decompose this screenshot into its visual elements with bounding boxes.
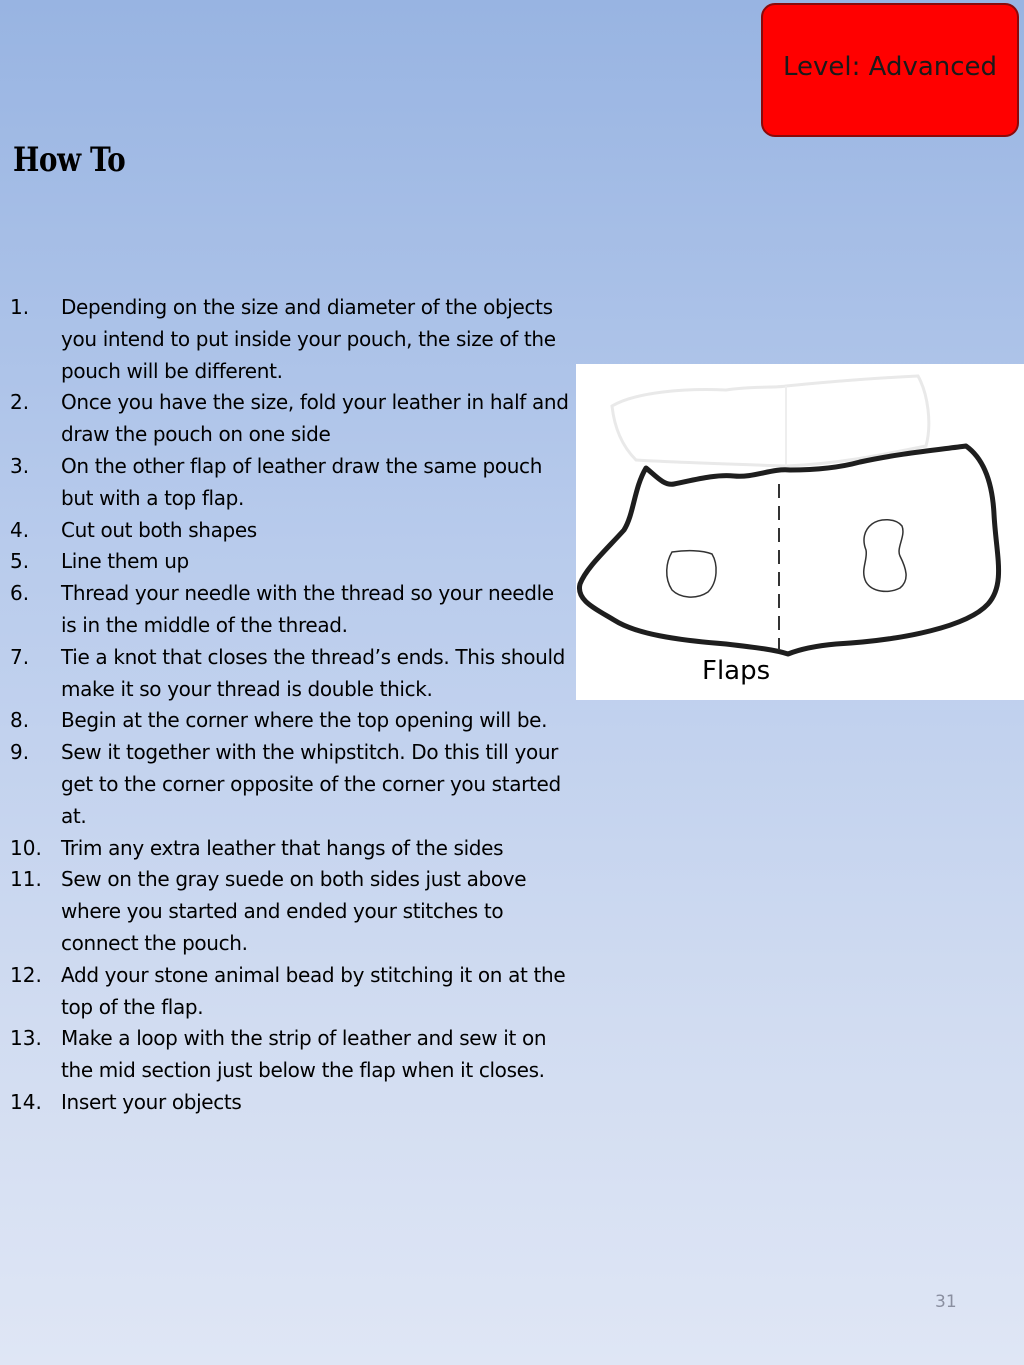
figure-caption: Flaps xyxy=(702,656,771,686)
list-item xyxy=(10,546,570,578)
step-text: Insert your objects xyxy=(61,1089,242,1114)
list-item xyxy=(10,1087,570,1119)
list-item xyxy=(10,451,570,515)
step-number: 5. xyxy=(10,549,30,574)
list-item xyxy=(10,960,570,1024)
step-text: Once you have the size, fold your leather in half and draw the pouch on one side xyxy=(61,390,569,447)
pouch-outline xyxy=(579,446,998,654)
step-text: Begin at the corner where the top opening will be. xyxy=(61,708,548,733)
step-number: 14. xyxy=(10,1089,42,1114)
page-number: 31 xyxy=(935,1292,957,1312)
step-text: Thread your needle with the thread so your needle is in the middle of the thread. xyxy=(61,581,554,637)
list-item xyxy=(10,292,570,387)
step-number: 1. xyxy=(10,295,30,319)
step-number: 4. xyxy=(10,517,30,542)
list-item xyxy=(10,705,570,737)
step-number: 6. xyxy=(10,581,30,606)
step-text: Make a loop with the strip of leather and sew it on the mid section just below the flap when it closes. xyxy=(61,1026,547,1083)
level-badge xyxy=(761,3,1019,137)
step-text: Add your stone animal bead by stitching it on at the top of the flap. xyxy=(61,962,566,1019)
top-flap-ghost-outline xyxy=(612,376,929,466)
step-text: Line them up xyxy=(61,549,189,574)
pouch-pattern-drawing xyxy=(576,364,1024,700)
step-text: Depending on the size and diameter of the objects you intend to put inside your pouch, the size of the pouch will be different. xyxy=(61,295,556,383)
step-number: 10. xyxy=(10,835,42,860)
step-text: Sew it together with the whipstitch. Do this till your get to the corner opposite of the corner you started at. xyxy=(61,740,561,828)
step-number: 12. xyxy=(10,962,42,987)
page-title: How To xyxy=(13,140,126,180)
list-item xyxy=(10,578,570,642)
step-number: 3. xyxy=(10,453,30,478)
step-text: On the other flap of leather draw the same pouch but with a top flap. xyxy=(61,453,543,510)
level-badge-label: Level: Advanced xyxy=(782,52,998,82)
list-item xyxy=(10,1023,570,1087)
pouch-pattern-figure xyxy=(576,364,1024,700)
list-item xyxy=(10,864,570,959)
step-text: Trim any extra leather that hangs of the sides xyxy=(61,835,504,860)
list-item xyxy=(10,515,570,547)
instruction-list xyxy=(10,292,570,1119)
step-number: 9. xyxy=(10,740,30,765)
list-item xyxy=(10,833,570,865)
list-item xyxy=(10,737,570,832)
step-number: 13. xyxy=(10,1026,42,1051)
step-number: 11. xyxy=(10,867,42,892)
left-bead-shape xyxy=(667,551,716,597)
right-bead-shape xyxy=(864,520,906,592)
list-item xyxy=(10,642,570,706)
step-text: Cut out both shapes xyxy=(61,517,257,542)
step-number: 7. xyxy=(10,644,30,669)
list-item xyxy=(10,387,570,451)
step-text: Sew on the gray suede on both sides just above where you started and ended your stitches to connect the pouch. xyxy=(61,867,527,955)
step-text: Tie a knot that closes the thread’s ends. This should make it so your thread is double thick. xyxy=(61,644,566,701)
step-number: 2. xyxy=(10,390,30,415)
step-number: 8. xyxy=(10,708,30,733)
